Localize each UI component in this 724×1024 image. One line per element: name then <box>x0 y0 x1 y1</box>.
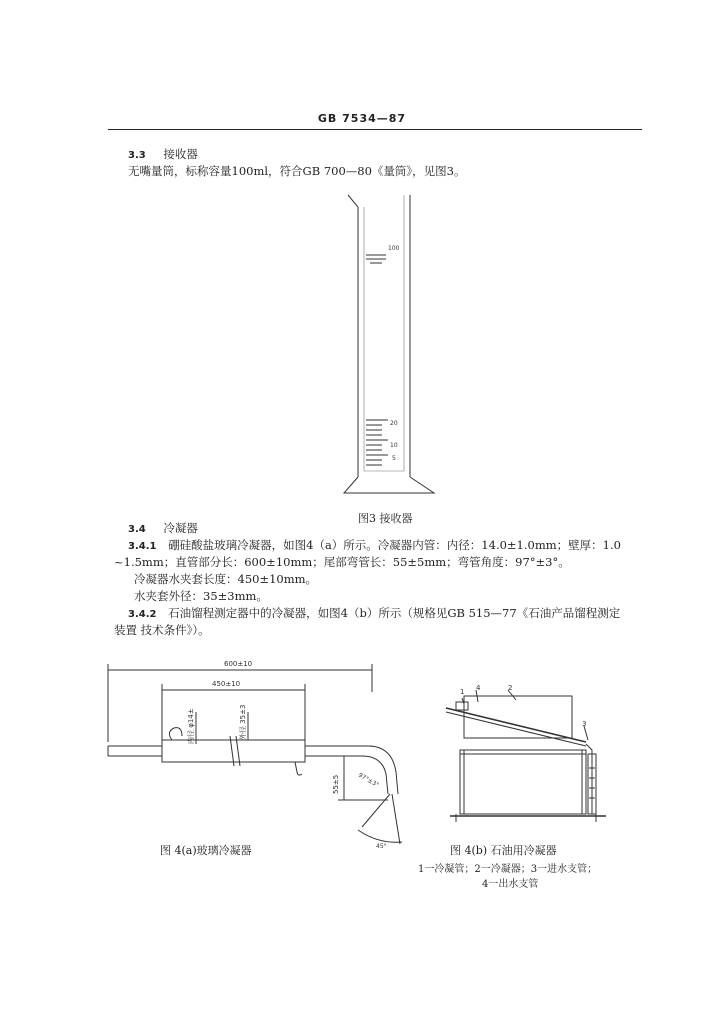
dim-label-jacket: 450±10 <box>212 680 241 688</box>
dim-label-bend: 55±5 <box>332 774 340 794</box>
dim-label-angle: 97°±3° <box>357 771 380 789</box>
section-number: 3.3 <box>128 150 146 161</box>
section-3-4-1-line-3: 冷凝器水夹套长度：450±10mm。 <box>134 572 318 586</box>
figure-4b-legend-1: 1一冷凝管；2一冷凝器；3一进水支管； <box>418 864 598 875</box>
figure-4a-condenser <box>100 652 420 852</box>
section-3-4-2-line-2: 装置 技术条件》）。 <box>114 623 210 637</box>
graduation-label-20: 20 <box>390 420 398 427</box>
label-1: 1 <box>460 688 465 696</box>
figure-4a-caption: 图 4(a)玻璃冷凝器 <box>160 844 252 857</box>
section-3-3-body: 无嘴量筒，标称容量100ml，符合GB 700—80《量筒》，见图3。 <box>128 164 466 178</box>
label-4: 4 <box>476 684 481 692</box>
cylinder-left-wall <box>348 195 358 477</box>
section-3-4-2-line-1: 3.4.2 石油馏程测定器中的冷凝器，如图4（b）所示（规格见GB 515—77《石油产品馏程测定 <box>128 606 621 620</box>
section-3-4-1-line-4: 水夹套外径：35±3mm。 <box>134 589 268 603</box>
section-number: 3.4 <box>128 524 146 535</box>
page-header: GB 7534—87 <box>317 112 407 125</box>
section-title: 冷凝器 <box>163 521 198 535</box>
dim-label-inner: 内径 φ14± <box>187 708 195 744</box>
figure-4b-caption: 图 4(b) 石油用冷凝器 <box>450 844 557 857</box>
graduation-label-100: 100 <box>388 245 400 252</box>
figure-4b-legend-2: 4一出水支管 <box>482 879 539 890</box>
graduation-label-10: 10 <box>390 442 398 449</box>
dim-label-outer: 外径 35±3 <box>239 704 247 740</box>
graduation-label-5: 5 <box>392 455 396 462</box>
label-3: 3 <box>582 720 587 728</box>
header-rule <box>108 129 642 130</box>
dim-label-total: 600±10 <box>224 660 253 668</box>
section-3-4-1-line-1: 3.4.1 硼硅酸盐玻璃冷凝器，如图4（a）所示。冷凝器内管：内径：14.0±1.0mm；壁厚：1.0 <box>128 538 621 552</box>
section-3-4-1-line-2: ~1.5mm；直管部分长：600±10mm；尾部弯管长：55±5mm；弯管角度：97°±3°。 <box>114 555 570 569</box>
figure-4b-condenser <box>436 678 614 828</box>
section-title: 接收器 <box>163 147 198 161</box>
label-2: 2 <box>508 684 513 692</box>
section-3-4-heading <box>128 520 198 538</box>
figure-3-caption: 图3 接收器 <box>358 512 413 525</box>
section-number: 3.4.1 <box>128 541 157 552</box>
section-number: 3.4.2 <box>128 609 157 620</box>
cylinder-base <box>344 477 434 493</box>
section-3-3-heading <box>128 146 198 164</box>
dim-label-small-angle: 45° <box>376 843 387 850</box>
figure-3-cylinder <box>330 185 450 505</box>
